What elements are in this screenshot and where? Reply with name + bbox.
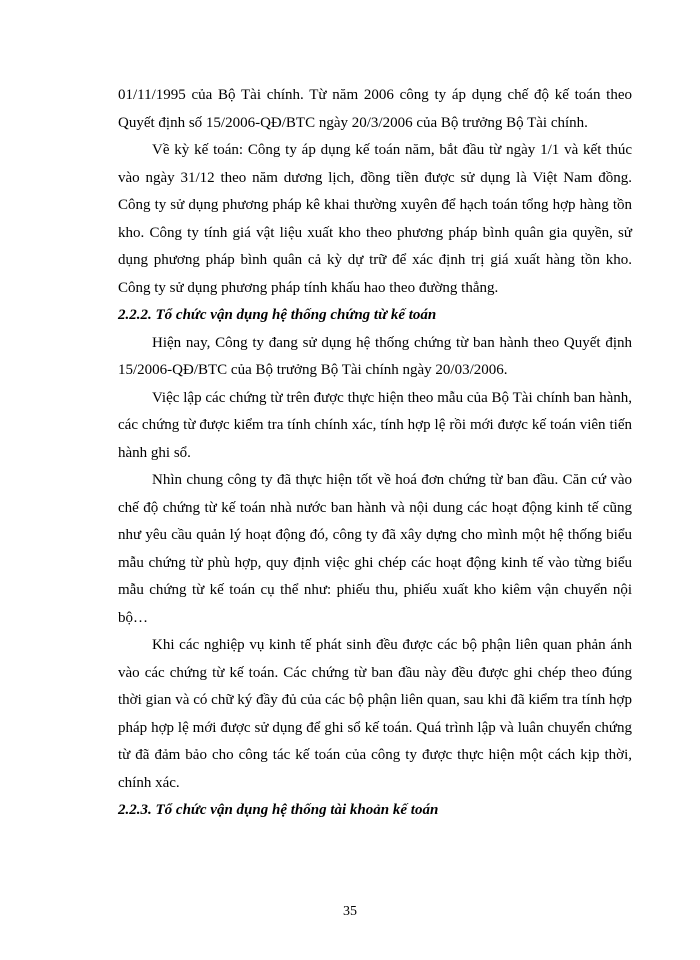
section-heading: 2.2.3. Tổ chức vận dụng hệ thống tài khoản kế toán [118,802,439,818]
section-heading: 2.2.2. Tổ chức vận dụng hệ thống chứng từ kế toán [118,307,437,323]
document-page [118,82,632,825]
page-number: 35 [343,904,357,919]
paragraph: 01/11/1995 của Bộ Tài chính. Từ năm 2006 công ty áp dụng chế độ kế toán theo Quyết định số 15/2006-QĐ/BTC ngày 20/3/2006 của Bộ trưởng Bộ Tài chính. [118,87,632,131]
paragraph: Về kỳ kế toán: Công ty áp dụng kế toán năm, bắt đầu từ ngày 1/1 và kết thúc vào ngày 31/12 theo năm dương lịch, đồng tiền được sử dụng là Việt Nam đồng. Công ty sử dụng phương pháp kê khai thường xuyên để hạch toán tổng hợp hàng tồn kho. Công ty tính giá vật liệu xuất kho theo phương pháp bình quân gia quyền, sử dụng phương pháp bình quân cả kỳ dự trữ để xác định trị giá xuất hàng tồn kho. Công ty sử dụng phương pháp tính khấu hao theo đường thẳng. [118,142,632,296]
paragraph: Việc lập các chứng từ trên được thực hiện theo mẫu của Bộ Tài chính ban hành, các chứng từ được kiểm tra tính chính xác, tính hợp lệ rồi mới được kế toán viên tiến hành ghi sổ. [118,389,632,461]
paragraph: Nhìn chung công ty đã thực hiện tốt về hoá đơn chứng từ ban đầu. Căn cứ vào chế độ chứng từ kế toán nhà nước ban hành và nội dung các hoạt động kinh tế cũng như yêu cầu quản lý hoạt động đó, công ty đã xây dựng cho mình một hệ thống biểu mẫu chứng từ phù hợp, quy định việc ghi chép các hoạt động kinh tế vào từng biểu mẫu chứng từ kế toán cụ thể như: phiếu thu, phiếu xuất kho kiêm vận chuyển nội bộ… [118,472,632,626]
paragraph: Hiện nay, Công ty đang sử dụng hệ thống chứng từ ban hành theo Quyết định 15/2006-QĐ/BTC của Bộ trưởng Bộ Tài chính ngày 20/03/2006. [118,334,632,378]
paragraph: Khi các nghiệp vụ kinh tế phát sinh đều được các bộ phận liên quan phản ánh vào các chứng từ kế toán. Các chứng từ ban đầu này đều được ghi chép theo đúng thời gian và có chữ ký đầy đủ của các bộ phận liên quan, sau khi đã kiểm tra tính hợp pháp hợp lệ mới được sử dụng để ghi sổ kế toán. Quá trình lập và luân chuyển chứng từ đã đảm bảo cho công tác kế toán của công ty được thực hiện một cách kịp thời, chính xác. [118,637,632,791]
